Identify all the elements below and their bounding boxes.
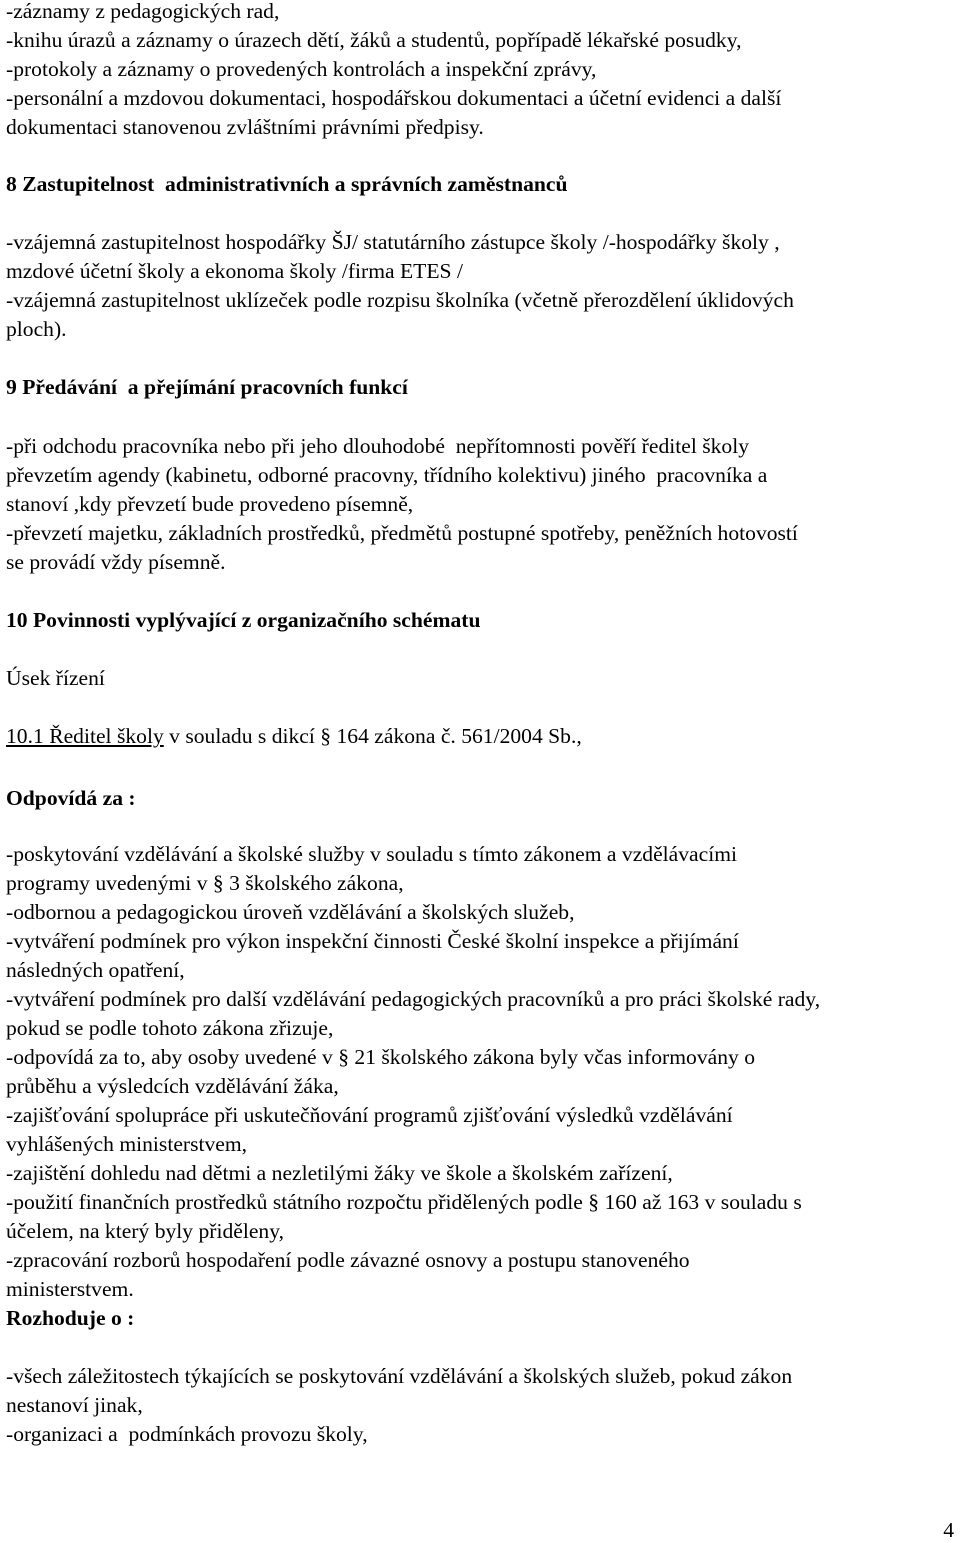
responsible-line: -vytváření podmínek pro výkon inspekční činnosti České školní inspekce a přijímání xyxy=(6,929,739,953)
section-9-line: se provádí vždy písemně. xyxy=(6,550,226,574)
responsible-line: -odbornou a pedagogickou úroveň vzdělávání a školských služeb, xyxy=(6,900,575,924)
responsible-line: -zpracování rozborů hospodaření podle závazné osnovy a postupu stanoveného xyxy=(6,1248,690,1272)
section-10-item-title: 10.1 Ředitel školy xyxy=(6,724,164,748)
section-8-heading: 8 Zastupitelnost administrativních a správních zaměstnanců xyxy=(6,172,568,196)
section-10-subheading: Úsek řízení xyxy=(6,666,105,690)
section-8-line: ploch). xyxy=(6,317,67,341)
decides-heading: Rozhoduje o : xyxy=(6,1306,135,1330)
responsible-heading: Odpovídá za : xyxy=(6,786,136,810)
intro-line: -záznamy z pedagogických rad, xyxy=(6,0,280,23)
responsible-line: pokud se podle tohoto zákona zřizuje, xyxy=(6,1016,334,1040)
responsible-line: programy uvedenými v § 3 školského zákona, xyxy=(6,871,404,895)
section-9-line: převzetím agendy (kabinetu, odborné pracovny, třídního kolektivu) jiného pracovníka a xyxy=(6,463,768,487)
section-8-line: mzdové účetní školy a ekonoma školy /firma ETES / xyxy=(6,259,463,283)
decides-line: nestanoví jinak, xyxy=(6,1393,143,1417)
responsible-line: -zajištění dohledu nad dětmi a nezletilými žáky ve škole a školském zařízení, xyxy=(6,1161,673,1185)
intro-line: -protokoly a záznamy o provedených kontrolách a inspekční zprávy, xyxy=(6,57,597,81)
section-10-item-line xyxy=(6,722,582,751)
intro-line: -knihu úrazů a záznamy o úrazech dětí, žáků a studentů, popřípadě lékařské posudky, xyxy=(6,28,742,52)
page-number: 4 xyxy=(943,1518,954,1542)
intro-line: dokumentaci stanovenou zvláštními právními předpisy. xyxy=(6,115,484,139)
section-9-line: -převzetí majetku, základních prostředků, předmětů postupné spotřeby, peněžních hotovostí xyxy=(6,521,798,545)
responsible-line: následných opatření, xyxy=(6,958,185,982)
responsible-line: -použití finančních prostředků státního rozpočtu přidělených podle § 160 až 163 v souladu s xyxy=(6,1190,802,1214)
decides-line: -organizaci a podmínkách provozu školy, xyxy=(6,1422,368,1446)
section-9-line: stanoví ,kdy převzetí bude provedeno písemně, xyxy=(6,492,414,516)
section-10-heading: 10 Povinnosti vyplývající z organizačního schématu xyxy=(6,608,481,632)
responsible-line: vyhlášených ministerstvem, xyxy=(6,1132,248,1156)
responsible-line: -poskytování vzdělávání a školské služby v souladu s tímto zákonem a vzdělávacími xyxy=(6,842,738,866)
section-8-line: -vzájemná zastupitelnost hospodářky ŠJ/ statutárního zástupce školy /-hospodářky školy , xyxy=(6,230,780,254)
section-10-item-rest: v souladu s dikcí § 164 zákona č. 561/2004 Sb., xyxy=(163,724,582,748)
section-9-heading: 9 Předávání a přejímání pracovních funkcí xyxy=(6,375,408,399)
section-9-line: -při odchodu pracovníka nebo při jeho dlouhodobé nepřítomnosti pověří ředitel školy xyxy=(6,434,750,458)
responsible-line: -vytváření podmínek pro další vzdělávání pedagogických pracovníků a pro práci školské rady, xyxy=(6,987,821,1011)
responsible-line: -odpovídá za to, aby osoby uvedené v § 21 školského zákona byly včas informovány o xyxy=(6,1045,756,1069)
section-8-line: -vzájemná zastupitelnost uklízeček podle rozpisu školníka (včetně přerozdělení úklidových xyxy=(6,288,794,312)
responsible-line: průběhu a výsledcích vzdělávání žáka, xyxy=(6,1074,339,1098)
decides-line: -všech záležitostech týkajících se poskytování vzdělávání a školských služeb, pokud zákon xyxy=(6,1364,793,1388)
responsible-line: ministerstvem. xyxy=(6,1277,134,1301)
responsible-line: -zajišťování spolupráce při uskutečňování programů zjišťování výsledků vzdělávání xyxy=(6,1103,733,1127)
intro-line: -personální a mzdovou dokumentaci, hospodářskou dokumentaci a účetní evidenci a další xyxy=(6,86,782,110)
responsible-line: účelem, na který byly přiděleny, xyxy=(6,1219,285,1243)
